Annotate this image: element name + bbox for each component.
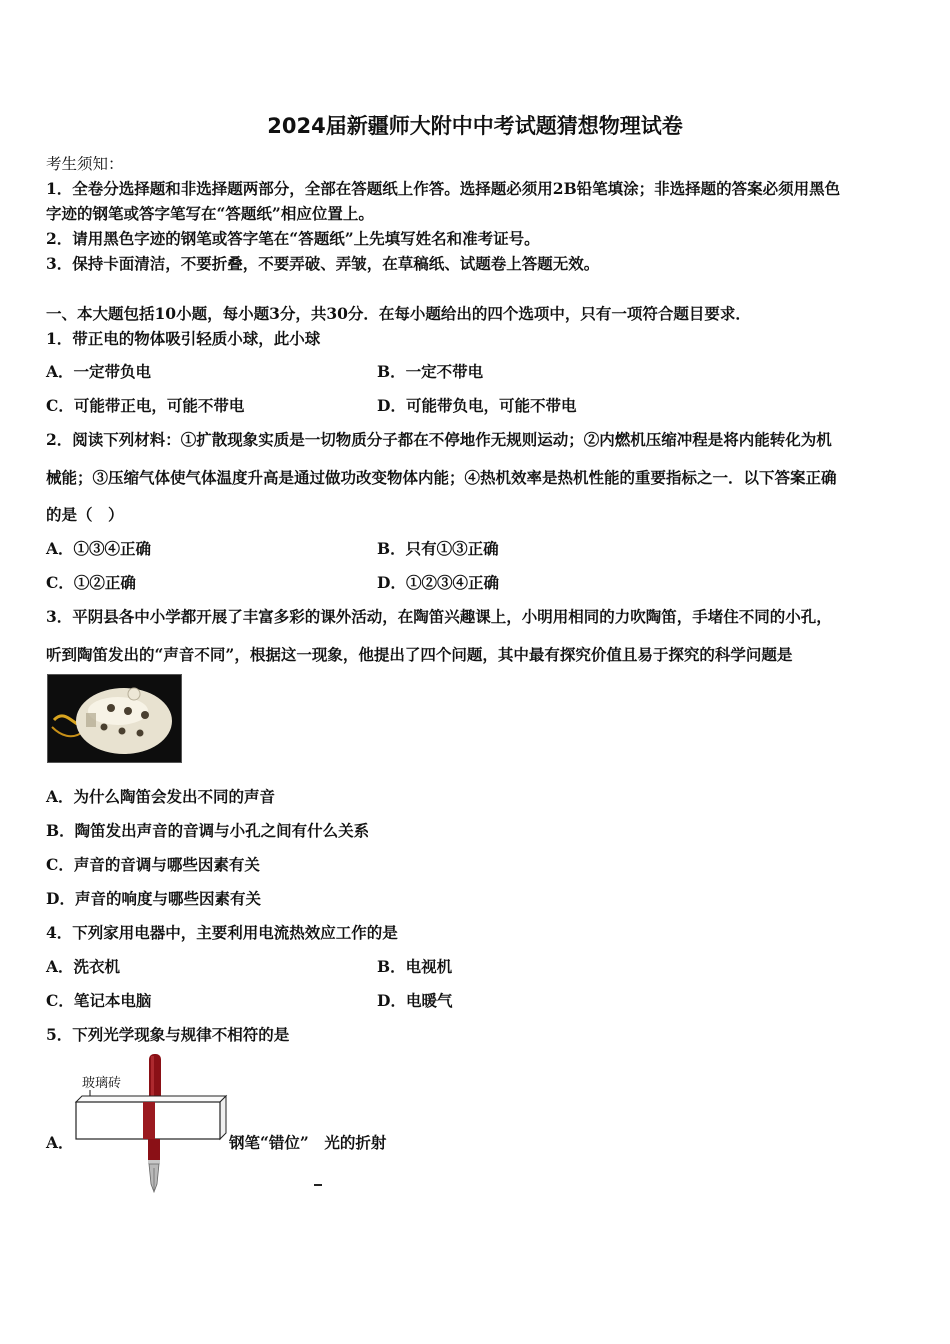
option-b: B．陶笛发出声音的音调与小孔之间有什么关系 [46, 821, 370, 840]
option-a-caption: 钢笔“错位” 光的折射 [229, 1133, 387, 1152]
option-b: B．电视机 [377, 957, 453, 976]
option-a: A．洗衣机 [46, 957, 121, 976]
option-b: B．一定不带电 [377, 362, 484, 381]
option-b: B．只有①③正确 [377, 539, 499, 558]
question-stem: 3．平阴县各中小学都开展了丰富多彩的课外活动，在陶笛兴趣课上，小明用相同的力吹陶笛，手堵住不同的小孔， [46, 607, 832, 626]
notice-item: 字迹的钢笔或答字笔写在“答题纸”相应位置上。 [46, 204, 374, 223]
option-d: D．①②③④正确 [377, 573, 499, 592]
section-heading: 一、本大题包括10小题，每小题3分，共30分．在每小题给出的四个选项中，只有一项符合题目要求． [46, 304, 751, 323]
option-c: C．笔记本电脑 [46, 991, 152, 1010]
answer-blank [314, 1184, 322, 1186]
option-d: D．声音的响度与哪些因素有关 [46, 889, 261, 908]
option-a: A．①③④正确 [46, 539, 152, 558]
option-d: D．电暖气 [377, 991, 453, 1010]
ocarina-photo [47, 674, 182, 763]
glass-label: 玻璃砖 [82, 1076, 122, 1091]
option-c: C．①②正确 [46, 573, 136, 592]
question-stem: 的是（ ） [46, 505, 124, 524]
notice-item: 2．请用黑色字迹的钢笔或答字笔在“答题纸”上先填写姓名和准考证号。 [46, 229, 540, 248]
pen-glass-figure [60, 1050, 240, 1200]
question-stem: 听到陶笛发出的“声音不同”，根据这一现象，他提出了四个问题，其中最有探究价值且易于探究的科学问题是 [46, 645, 793, 664]
question-stem: 1．带正电的物体吸引轻质小球，此小球 [46, 329, 321, 348]
notice-heading: 考生须知： [46, 155, 124, 173]
option-a: A．为什么陶笛会发出不同的声音 [46, 787, 276, 806]
page-title: 2024届新疆师大附中中考试题猜想物理试卷 [267, 114, 683, 138]
question-stem: 2．阅读下列材料：①扩散现象实质是一切物质分子都在不停地作无规则运动；②内燃机压缩冲程是将内能转化为机 [46, 430, 832, 449]
question-stem: 4．下列家用电器中，主要利用电流热效应工作的是 [46, 923, 398, 942]
option-d: D．可能带负电，可能不带电 [377, 396, 577, 415]
option-a: A．一定带负电 [46, 362, 152, 381]
option-c: C．可能带正电，可能不带电 [46, 396, 245, 415]
question-stem: 5．下列光学现象与规律不相符的是 [46, 1025, 290, 1044]
notice-item: 3．保持卡面清洁，不要折叠，不要弄破、弄皱，在草稿纸、试题卷上答题无效。 [46, 254, 600, 273]
notice-item: 1．全卷分选择题和非选择题两部分，全部在答题纸上作答。选择题必须用2B铅笔填涂；非选择题的答案必须用黑色 [46, 179, 841, 198]
option-a-prefix: A． [46, 1133, 74, 1152]
option-c: C．声音的音调与哪些因素有关 [46, 855, 260, 874]
question-stem: 械能；③压缩气体使气体温度升高是通过做功改变物体内能；④热机效率是热机性能的重要指标之一．以下答案正确 [46, 468, 837, 487]
